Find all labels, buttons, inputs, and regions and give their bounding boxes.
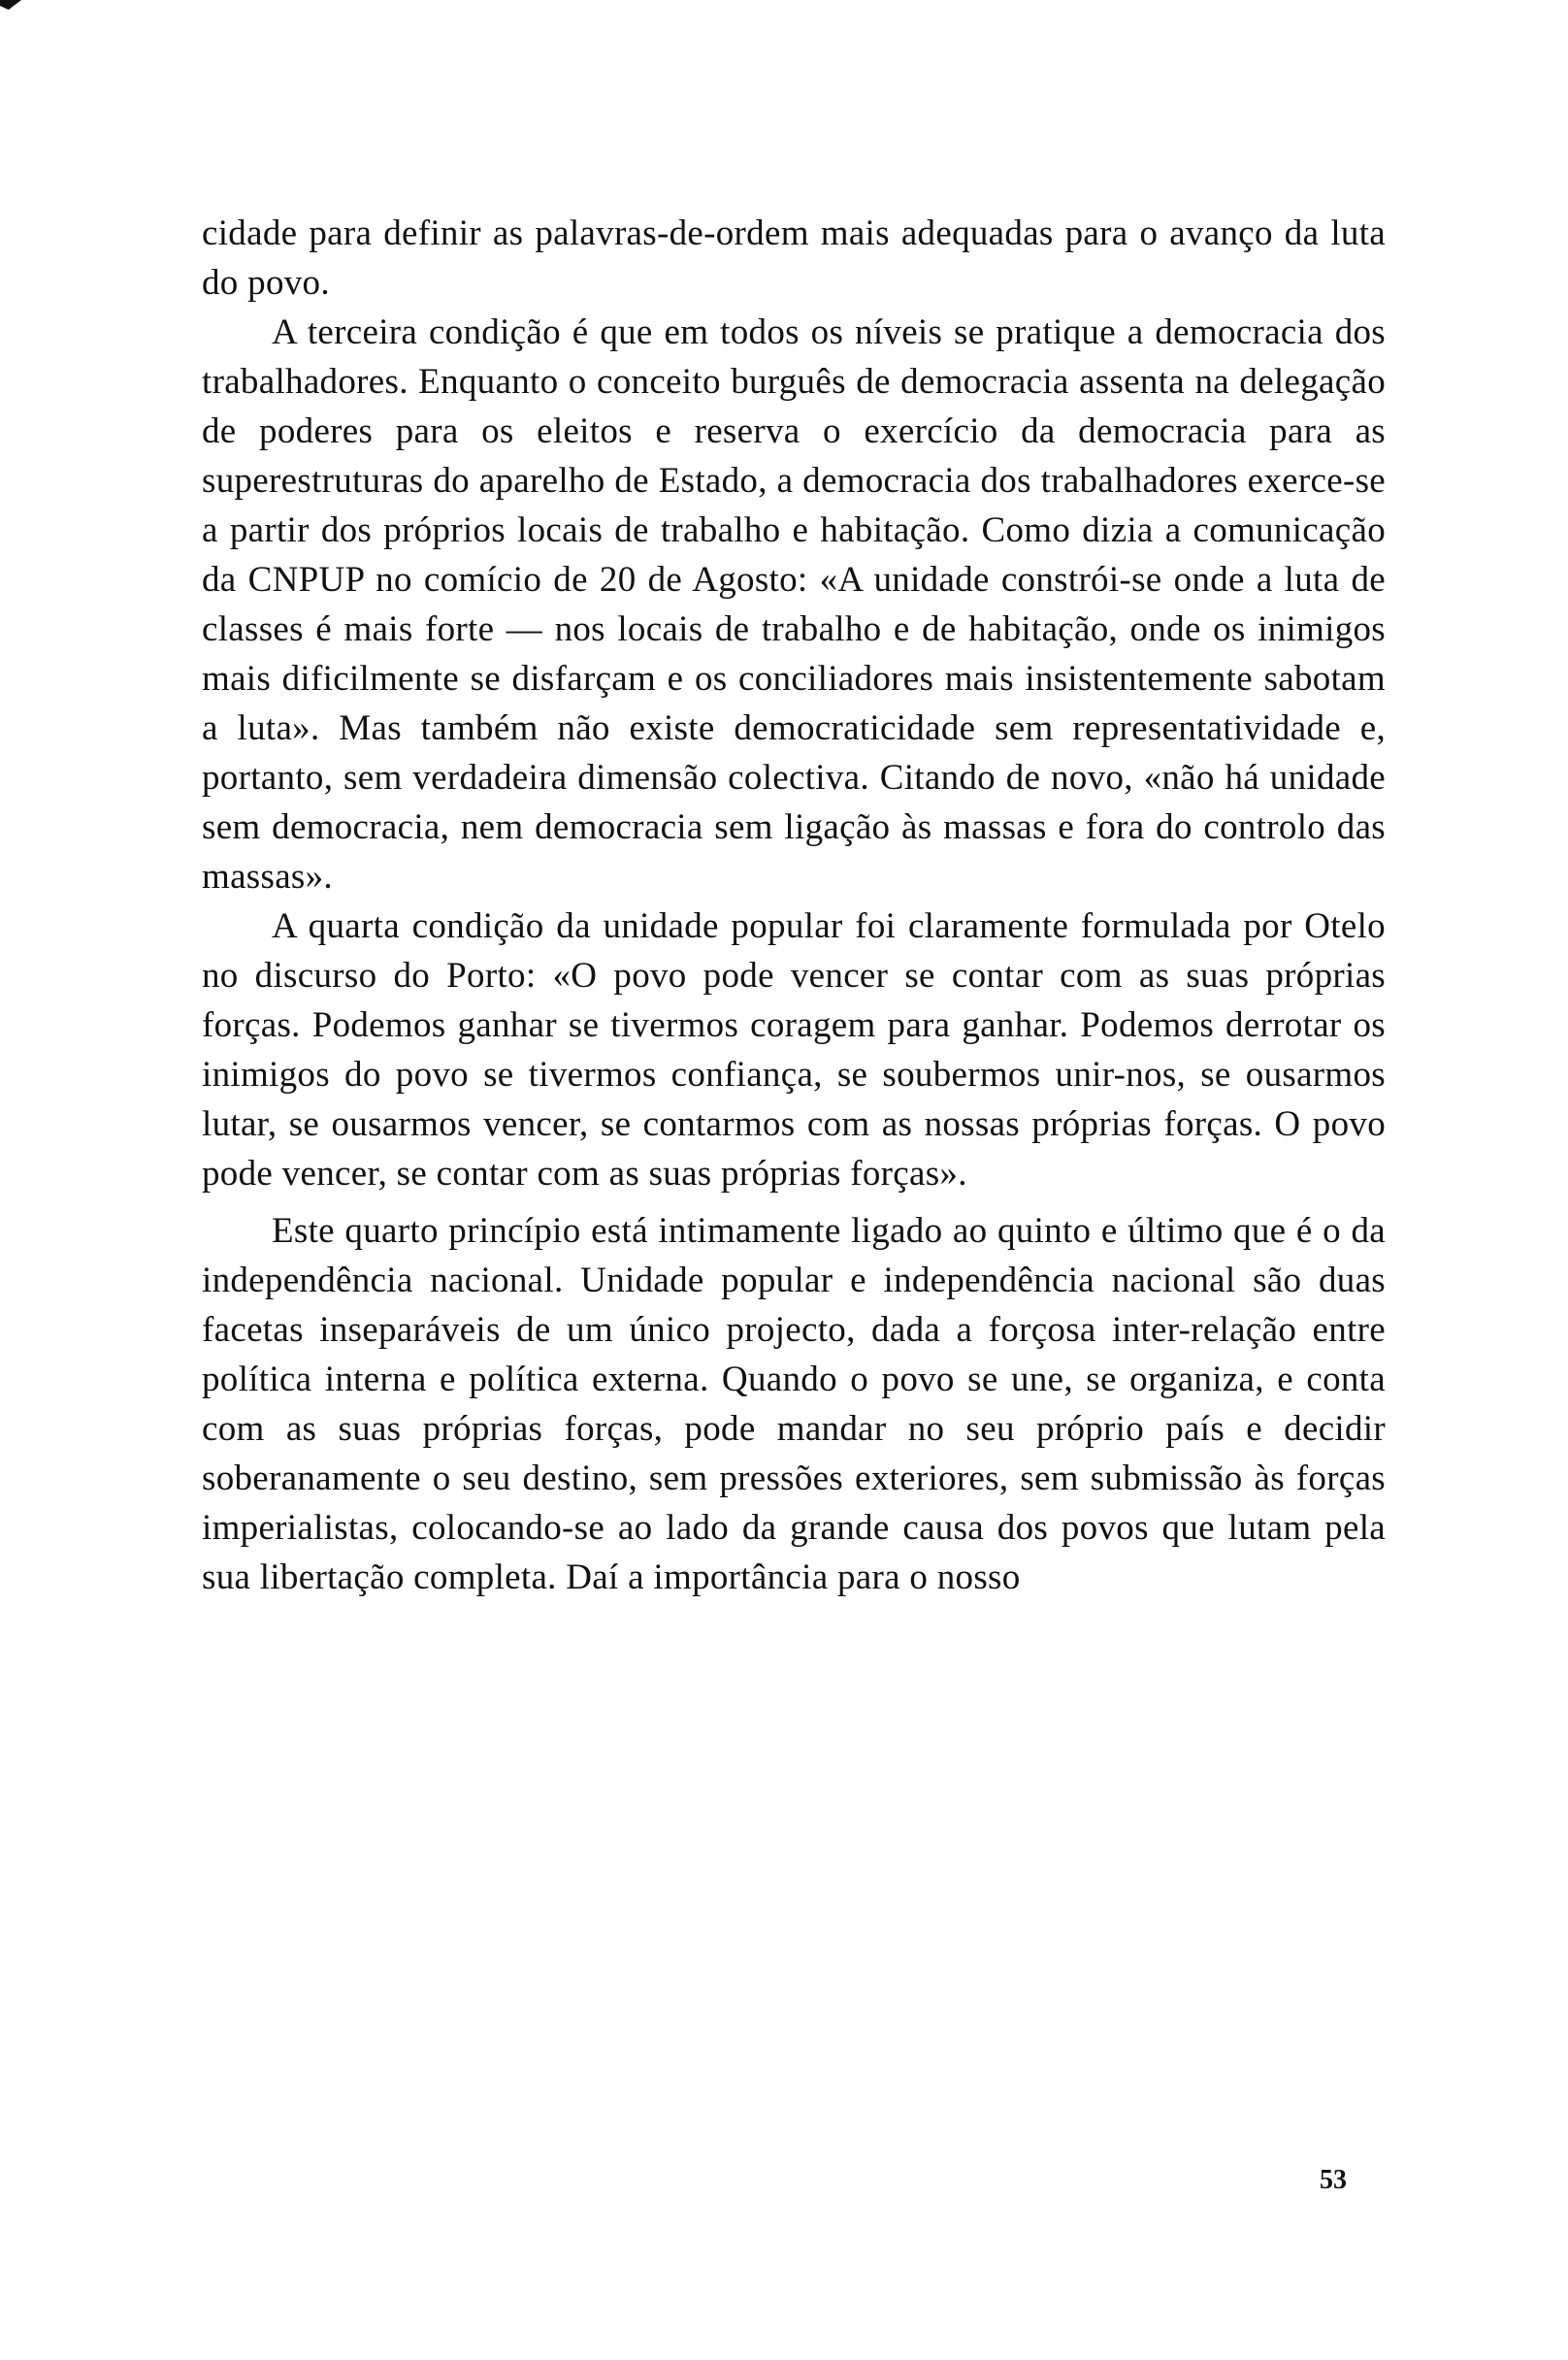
page-number: 53 [1320, 2165, 1347, 2195]
paragraph-4: Este quarto princípio está intimamente ligado ao quinto e último que é o da independência nacional. Unidade popular e independência nacional são duas facetas inseparáveis de um único projecto, dada a forçosa inter-relação entre política interna e política externa. Quando o povo se une, se organiza, e conta com as suas próprias forças, pode mandar no seu próprio país e decidir soberanamente o seu destino, sem pressões exteriores, sem submissão às forças imperialistas, colocando-se ao lado da grande causa dos povos que lutam pela sua libertação completa. Daí a importância para o nosso [202, 1211, 1386, 1597]
page-body [202, 209, 1386, 1602]
paragraph-3: A quarta condição da unidade popular foi claramente formulada por Otelo no discurso do Porto: «O povo pode vencer se contar com as suas próprias forças. Podemos ganhar se tivermos coragem para ganhar. Podemos derrotar os inimigos do povo se tivermos confiança, se soubermos unir-nos, se ousarmos lutar, se ousarmos vencer, se contarmos com as nossas próprias forças. O povo pode vencer, se contar com as suas próprias forças». [202, 906, 1386, 1194]
paragraph-1: cidade para definir as palavras-de-ordem mais adequadas para o avanço da luta do povo. [202, 213, 1386, 303]
paragraph-2: A terceira condição é que em todos os níveis se pratique a democracia dos trabalhadores. Enquanto o conceito burguês de democracia assenta na delegação de poderes para os eleitos e reserva o exercício da democracia para as superestruturas do aparelho de Estado, a democracia dos trabalhadores exerce-se a partir dos próprios locais de trabalho e habitação. Como dizia a comunicação da CNPUP no comício de 20 de Agosto: «A unidade constrói-se onde a luta de classes é mais forte — nos locais de trabalho e de habitação, onde os inimigos mais dificilmente se disfarçam e os conciliadores mais insistentemente sabotam a luta». Mas também não existe democraticidade sem representatividade e, portanto, sem verdadeira dimensão colectiva. Citando de novo, «não há unidade sem democracia, nem democracia sem ligação às massas e fora do controlo das massas». [202, 312, 1386, 897]
scan-corner-mark [0, 0, 21, 10]
